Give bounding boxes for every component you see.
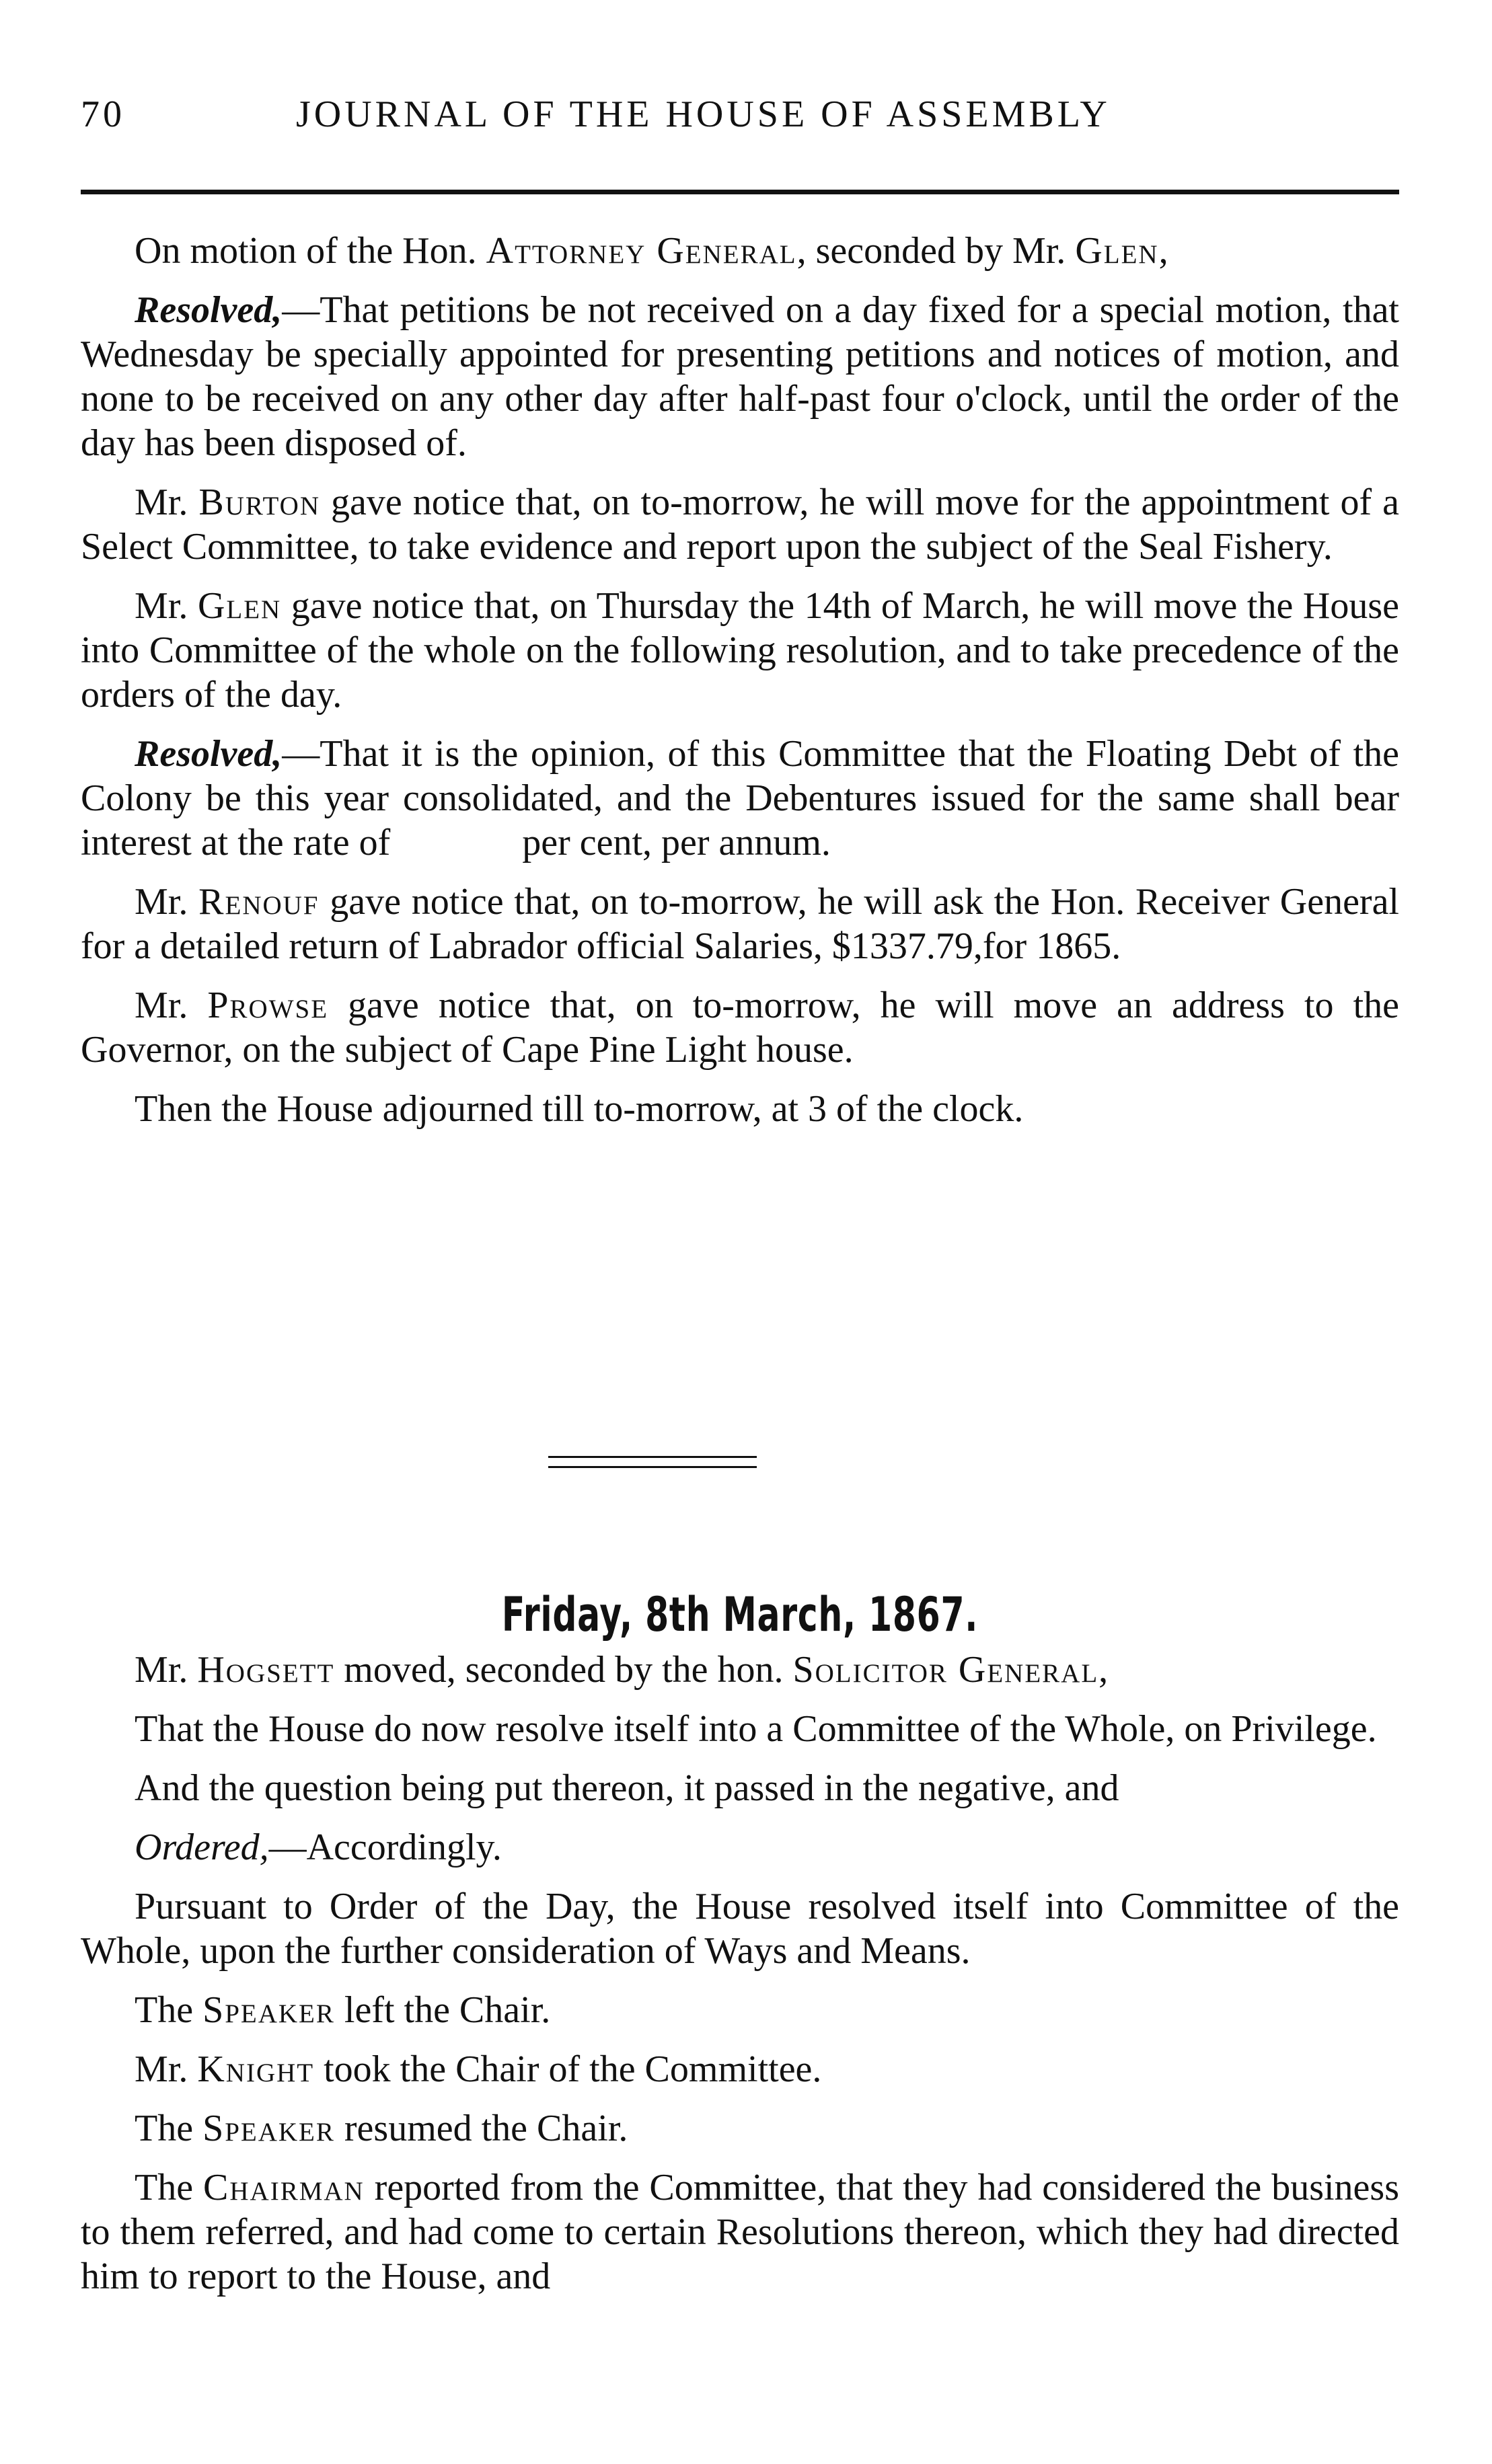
entries-bottom	[81, 1648, 1399, 2313]
entries-top	[81, 229, 1399, 1146]
notice-burton: Mr. Burton gave notice that, on to-morrow, he will move for the appointment of a Select Committee, to take evidence and report upon the subject of the Seal Fishery.	[81, 482, 1399, 568]
header-rule	[81, 190, 1399, 194]
page-number: 70	[81, 93, 125, 135]
section-separator	[548, 1456, 757, 1468]
motion-text-privilege: That the House do now resolve itself into a Committee of the Whole, on Privilege.	[135, 1708, 1377, 1750]
motion-hogsett: Mr. Hogsett moved, seconded by the hon. Solicitor General,	[135, 1649, 1109, 1691]
speaker-resumed-chair: The Speaker resumed the Chair.	[135, 2108, 628, 2149]
resolution-floating-debt: Resolved,—That it is the opinion, of this Committee that the Floating Debt of the Colony be this year consolidated, and the Debentures issued for the same shall bear interest at the rate of per cent, per annum.	[81, 733, 1399, 863]
notice-renouf: Mr. Renouf gave notice that, on to-morrow, he will ask the Hon. Receiver General for a detailed return of Labrador official Salaries, $1337.79,for 1865.	[81, 881, 1399, 967]
chairman-report: The Chairman reported from the Committee, that they had considered the business to them referred, and had come to certain Resolutions thereon, which they had directed him to report to the House, and	[81, 2167, 1399, 2297]
resolution-petitions: Resolved,—That petitions be not received on a day fixed for a special motion, that Wednesday be specially appointed for presenting petitions and notices of motion, and none to be received on any other day after half-past four o'clock, until the order of the day has been disposed of.	[81, 289, 1399, 464]
adjournment: Then the House adjourned till to-morrow, at 3 of the clock.	[135, 1088, 1024, 1130]
date-heading: Friday, 8th March, 1867.	[501, 1587, 979, 1642]
question-negative: And the question being put thereon, it passed in the negative, and	[135, 1767, 1119, 1809]
ordered-accordingly: Ordered,—Accordingly.	[135, 1826, 502, 1868]
motion-attorney-general: On motion of the Hon. Attorney General, seconded by Mr. Glen,	[135, 230, 1168, 272]
journal-title: JOURNAL OF THE HOUSE OF ASSEMBLY	[296, 93, 1111, 135]
knight-took-chair: Mr. Knight took the Chair of the Committee.	[135, 2048, 822, 2090]
committee-ways-and-means: Pursuant to Order of the Day, the House resolved itself into Committee of the Whole, upon the further consideration of Ways and Means.	[81, 1886, 1399, 1972]
notice-glen: Mr. Glen gave notice that, on Thursday the 14th of March, he will move the House into Committee of the whole on the following resolution, and to take precedence of the orders of the day.	[81, 585, 1399, 716]
speaker-left-chair: The Speaker left the Chair.	[135, 1989, 551, 2031]
running-head	[81, 93, 1384, 147]
notice-prowse: Mr. Prowse gave notice that, on to-morrow, he will move an address to the Governor, on the subject of Cape Pine Light house.	[81, 985, 1399, 1071]
